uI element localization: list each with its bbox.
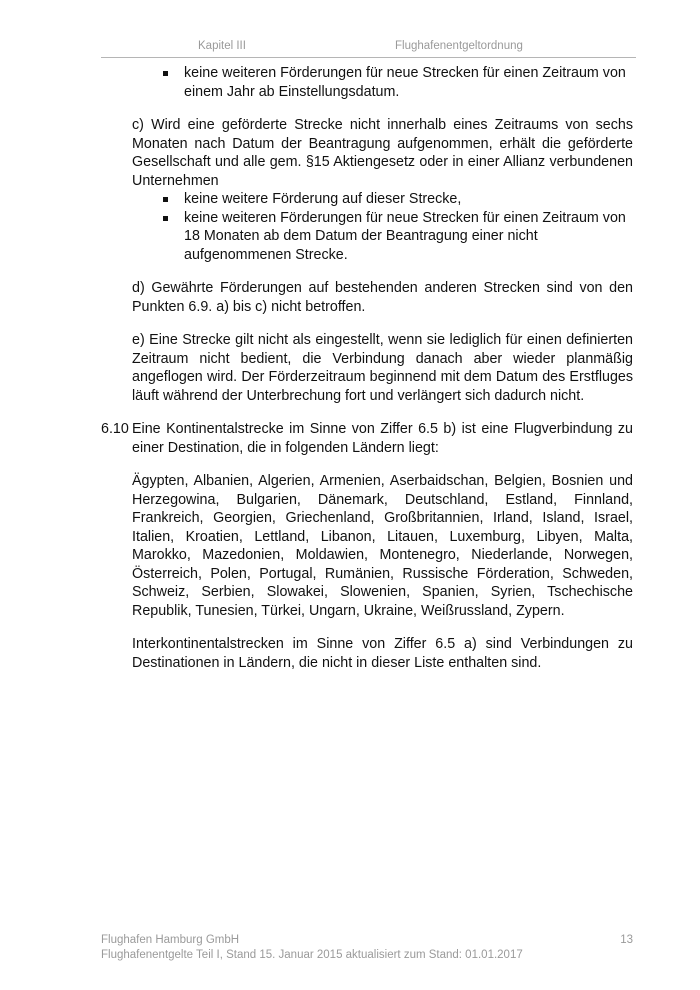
list-item: keine weitere Förderung auf dieser Strecke, bbox=[163, 190, 633, 209]
page-number: 13 bbox=[620, 934, 633, 946]
paragraph-c: c) Wird eine geförderte Strecke nicht innerhalb eines Zeitraums von sechs Monaten nach Datum der Beantragung aufgenommen, erhält die geförderte Gesellschaft und alle gem. §15 Aktiengesetz oder in einer Allianz verbundenen Unternehmen bbox=[132, 117, 633, 189]
paragraph-e: e) Eine Strecke gilt nicht als eingestellt, wenn sie lediglich für einen definierten Zeitraum nicht bedient, die Verbindung danach aber wieder planmäßig angeflogen wird. Der Förderzeitraum beginnend mit dem Datum des Erstfluges läuft während der Unterbrechung fort und verlängert sich dadurch nicht. bbox=[132, 332, 633, 404]
document-body bbox=[101, 64, 633, 672]
paragraph-d: d) Gewährte Förderungen auf bestehenden anderen Strecken sind von den Punkten 6.9. a) bis c) nicht betroffen. bbox=[132, 280, 633, 315]
header-title: Flughafenentgeltordnung bbox=[395, 40, 523, 52]
page-header bbox=[101, 40, 636, 58]
section-6-10 bbox=[101, 420, 633, 457]
section-text: Eine Kontinentalstrecke im Sinne von Ziffer 6.5 b) ist eine Flugverbindung zu einer Destination, die in folgenden Ländern liegt: bbox=[132, 421, 633, 456]
list-item: keine weiteren Förderungen für neue Strecken für einen Zeitraum von 18 Monaten ab dem Datum der Beantragung einer nicht aufgenommenen Strecke. bbox=[163, 209, 633, 265]
page-footer bbox=[101, 933, 636, 963]
list-item: keine weiteren Förderungen für neue Strecken für einen Zeitraum von einem Jahr ab Einstellungsdatum. bbox=[163, 64, 633, 101]
header-chapter: Kapitel III bbox=[198, 40, 246, 52]
c-bullet-list bbox=[132, 190, 633, 264]
section-number: 6.10 bbox=[101, 421, 129, 437]
paragraph-intercontinental: Interkontinentalstrecken im Sinne von Ziffer 6.5 a) sind Verbindungen zu Destinationen in Ländern, die nicht in dieser Liste enthalten sind. bbox=[132, 636, 633, 671]
top-bullet-list bbox=[132, 64, 633, 101]
footer-company: Flughafen Hamburg GmbH bbox=[101, 934, 240, 946]
country-list: Ägypten, Albanien, Algerien, Armenien, Aserbaidschan, Belgien, Bosnien und Herzegowina, Bulgarien, Dänemark, Deutschland, Estland, Finnland, Frankreich, Georgien, Griechenland, Großbritannien, Irland, Island, Israel, Italien, Kroatien, Lettland, Libanon, Litauen, Luxemburg, Libyen, Malta, Marokko, Mazedonien, Moldawien, Montenegro, Niederlande, Norwegen, Österreich, Polen, Portugal, Rumänien, Russische Förderation, Schweden, Schweiz, Serbien, Slowakei, Slowenien, Spanien, Syrien, Tschechische Republik, Tunesien, Türkei, Ungarn, Ukraine, Weißrussland, Zypern. bbox=[132, 473, 633, 619]
footer-document: Flughafenentgelte Teil I, Stand 15. Januar 2015 aktualisiert zum Stand: 01.01.2017 bbox=[101, 949, 523, 961]
